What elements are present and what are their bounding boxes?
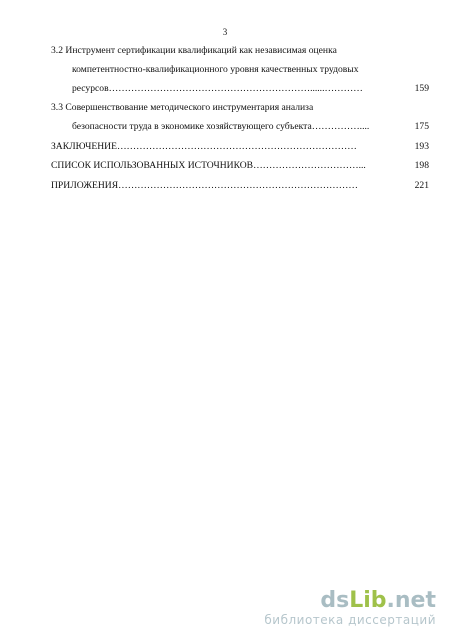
watermark-caption: библиотека диссертаций: [264, 613, 436, 627]
toc-entry-3-3-page: 175: [414, 121, 429, 132]
toc-entry-references: СПИСОК ИСПОЛЬЗОВАННЫХ ИСТОЧНИКОВ……………………………...: [51, 160, 366, 171]
watermark-logo-ds: ds: [320, 588, 350, 613]
page-number: 3: [222, 27, 228, 37]
toc-entry-conclusion-page: 193: [414, 141, 429, 152]
toc-entry-3-2-page: 159: [414, 83, 429, 94]
toc-entry-3-3-line-2: безопасности труда в экономике хозяйствующего субъекта……………....: [72, 121, 370, 132]
toc-entry-conclusion: ЗАКЛЮЧЕНИЕ…………………………………………………………………: [51, 141, 357, 152]
toc-entry-3-2-line-1: 3.2 Инструмент сертификации квалификаций как независимая оценка: [51, 45, 337, 56]
toc-entry-3-2-line-2: компетентностно-квалификационного уровня качественных трудовых: [72, 64, 359, 75]
toc-entry-references-page: 198: [414, 160, 429, 171]
watermark: [264, 589, 436, 627]
watermark-logo-lib: Lib: [349, 588, 387, 613]
toc-entry-3-2-line-3: ресурсов………………………………………………………......…………: [72, 83, 363, 94]
watermark-logo-net: .net: [386, 588, 436, 613]
toc-entry-appendices: ПРИЛОЖЕНИЯ…………………………………………………………………: [51, 180, 358, 191]
toc-entry-3-3-line-1: 3.3 Совершенствование методического инструментария анализа: [51, 102, 314, 113]
toc-entry-appendices-page: 221: [414, 180, 429, 191]
watermark-logo: [264, 589, 436, 613]
